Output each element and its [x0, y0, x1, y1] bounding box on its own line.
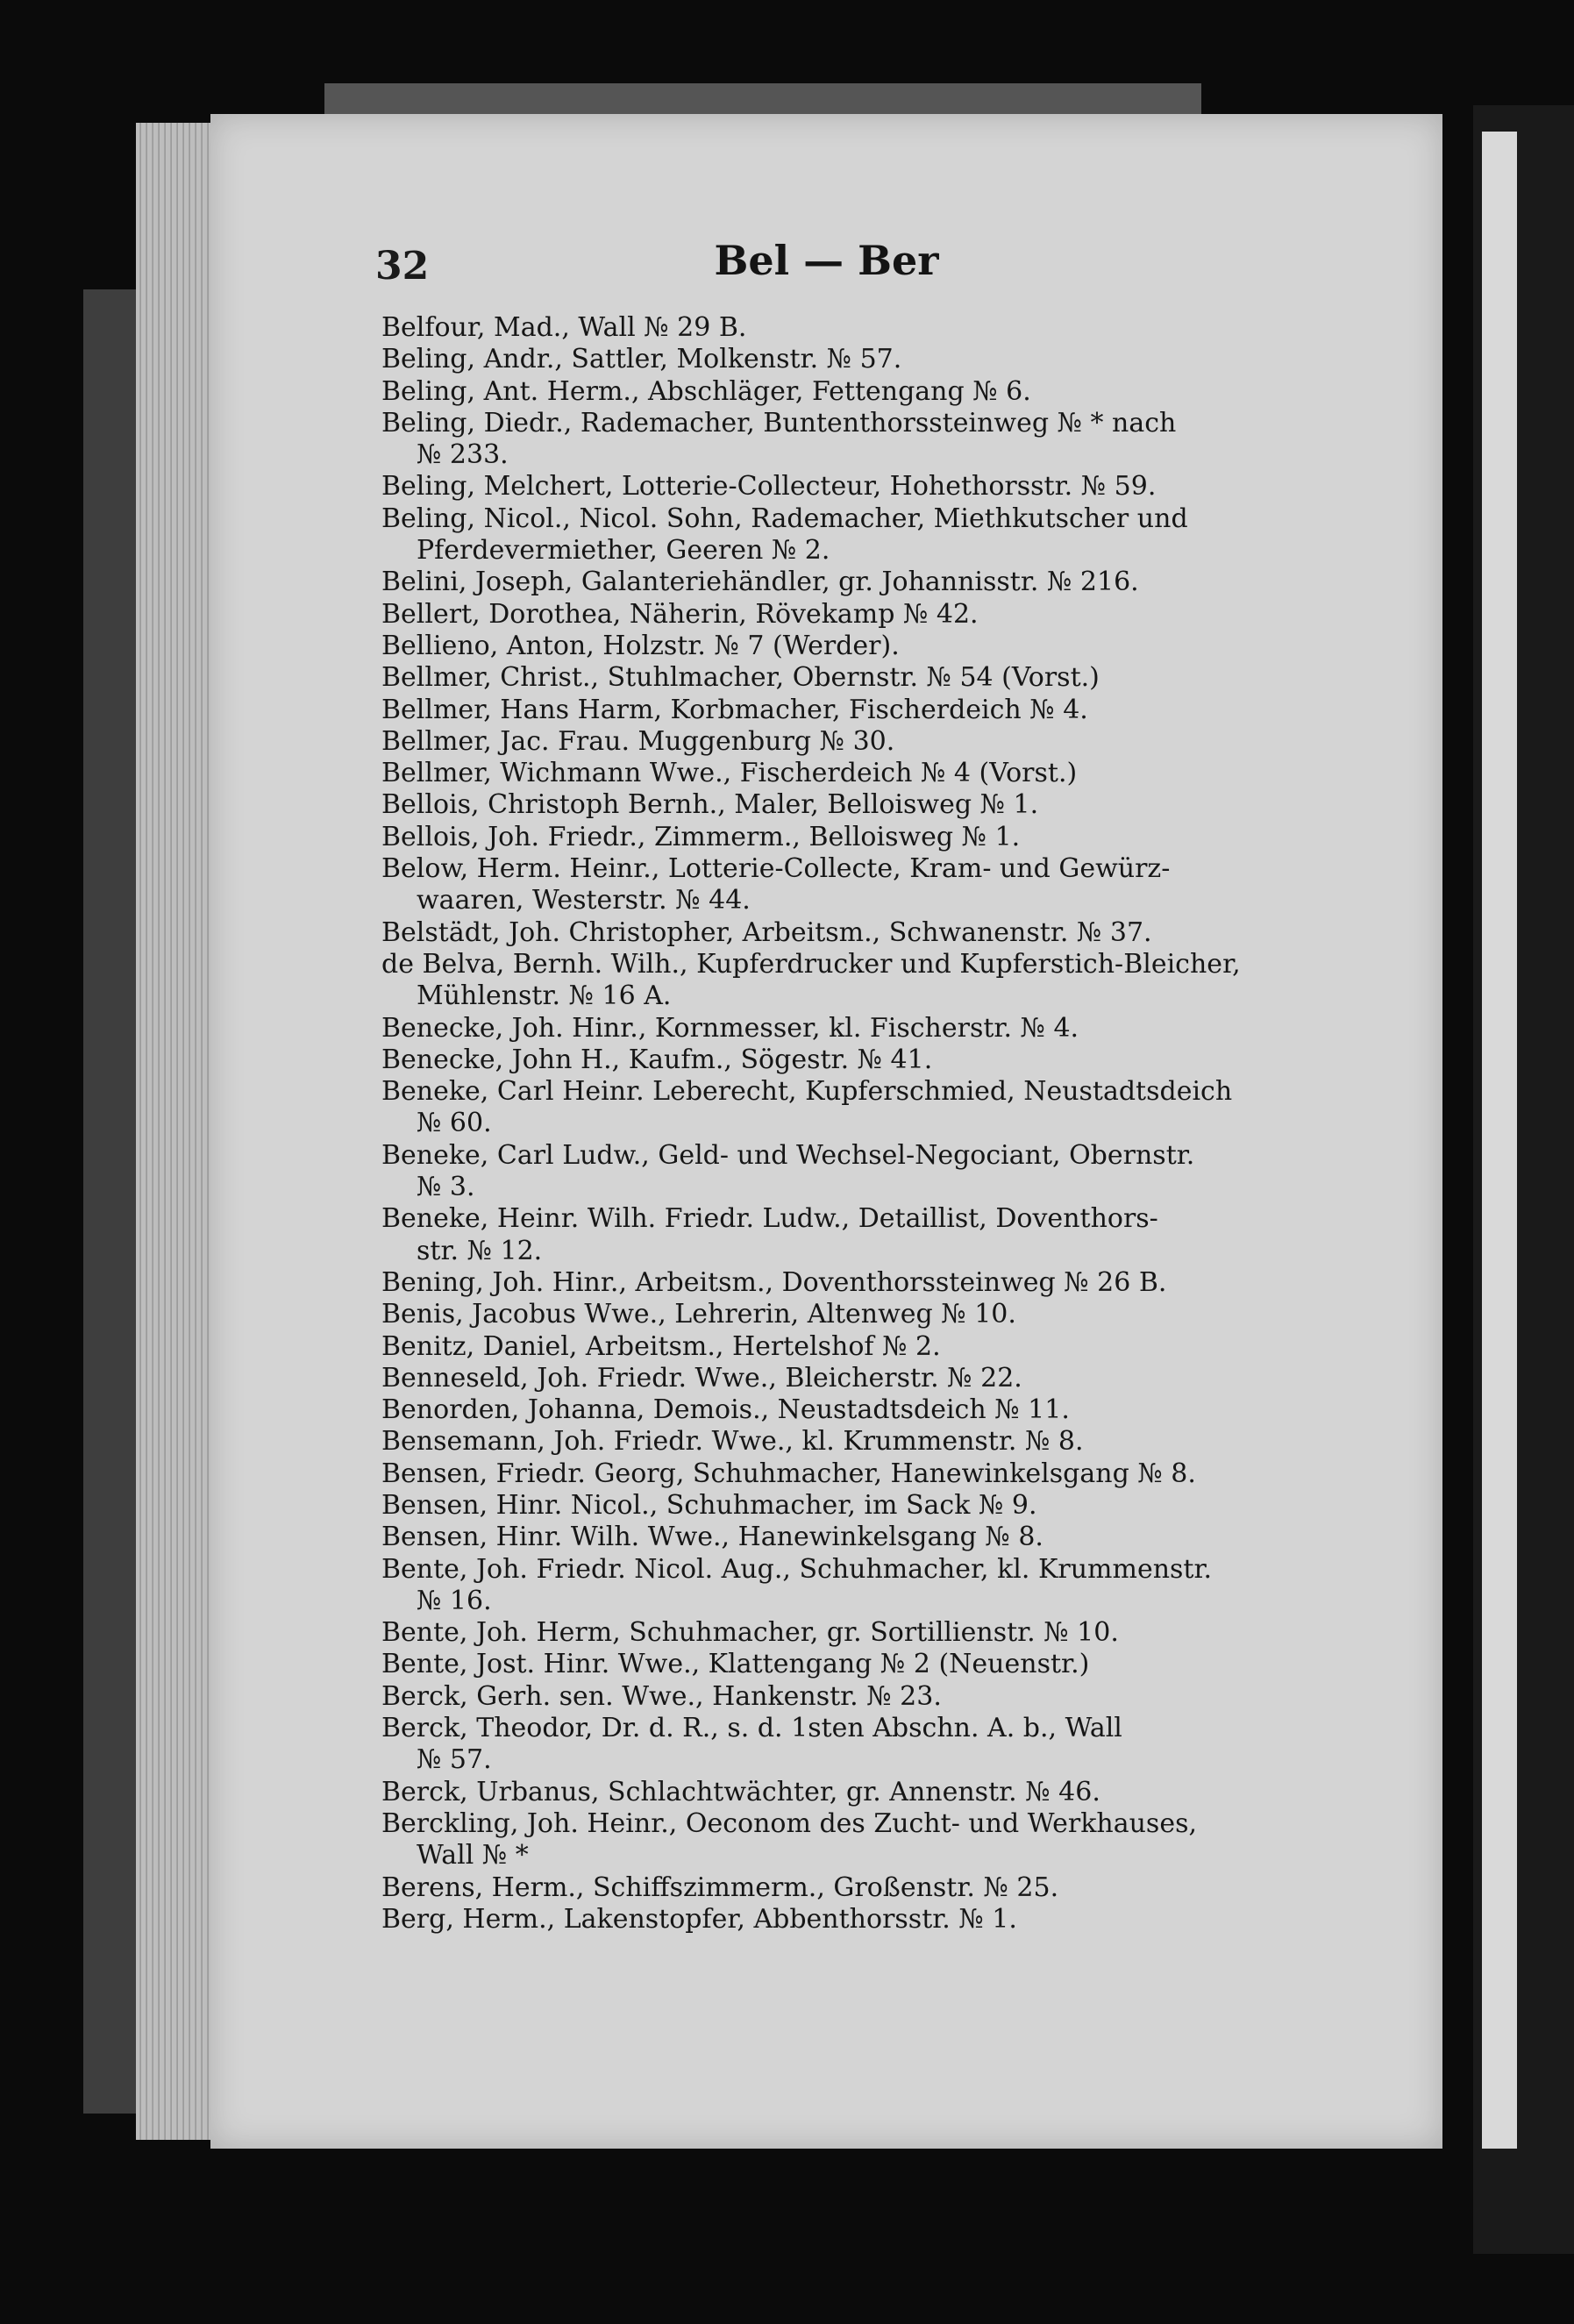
entry-line: Benitz, Daniel, Arbeitsm., Hertelshof № 2.: [381, 1330, 941, 1362]
entry-line: Beling, Nicol., Nicol. Sohn, Rademacher, Miethkutscher und: [381, 503, 1188, 534]
entry-line: Beling, Melchert, Lotterie-Collecteur, Hohethorsstr. № 59.: [381, 471, 1157, 503]
book-page: [210, 114, 1442, 2149]
entry-line: Belstädt, Joh. Christopher, Arbeitsm., Schwanenstr. № 37.: [381, 916, 1152, 948]
entry-continuation-line: № 16.: [417, 1585, 492, 1616]
entry-line: Bellmer, Jac. Frau. Muggenburg № 30.: [381, 725, 895, 757]
entry-continuation-line: № 60.: [417, 1108, 492, 1139]
entry-line: Berckling, Joh. Heinr., Oeconom des Zucht- und Werkhauses,: [381, 1807, 1198, 1839]
entry-line: Bente, Joh. Herm, Schuhmacher, gr. Sortillienstr. № 10.: [381, 1617, 1119, 1649]
entry-line: Bening, Joh. Hinr., Arbeitsm., Doventhorssteinweg № 26 B.: [381, 1266, 1167, 1298]
entry-line: Bellois, Christoph Bernh., Maler, Belloisweg № 1.: [381, 789, 1039, 821]
entry-line: Beling, Diedr., Rademacher, Buntenthorssteinweg № * nach: [381, 407, 1177, 438]
entry-line: Bensen, Hinr. Wilh. Wwe., Hanewinkelsgang № 8.: [381, 1522, 1043, 1553]
entry-line: de Belva, Bernh. Wilh., Kupferdrucker und Kupferstich-Bleicher,: [381, 948, 1241, 980]
entry-continuation-line: № 233.: [417, 439, 509, 471]
entry-line: Beneke, Heinr. Wilh. Friedr. Ludw., Detaillist, Doventhors-: [381, 1203, 1158, 1235]
entry-line: Belfour, Mad., Wall № 29 B.: [381, 312, 747, 343]
entry-line: Berck, Theodor, Dr. d. R., s. d. 1sten Abschn. A. b., Wall: [381, 1713, 1122, 1744]
entry-line: Bellois, Joh. Friedr., Zimmerm., Belloisweg № 1.: [381, 821, 1021, 852]
entry-continuation-line: № 57.: [417, 1744, 492, 1776]
entry-line: Bellmer, Hans Harm, Korbmacher, Fischerdeich № 4.: [381, 694, 1088, 725]
entry-line: Beneke, Carl Heinr. Leberecht, Kupferschmied, Neustadtsdeich: [381, 1076, 1233, 1108]
entry-line: Bensen, Hinr. Nicol., Schuhmacher, im Sack № 9.: [381, 1489, 1037, 1521]
entry-continuation-line: Wall № *: [417, 1840, 529, 1871]
entry-continuation-line: № 3.: [417, 1172, 475, 1203]
directory-entries: [381, 312, 1394, 1935]
entry-continuation-line: Pferdevermiether, Geeren № 2.: [417, 535, 830, 567]
page-number: 32: [375, 244, 430, 289]
entry-line: Berg, Herm., Lakenstopfer, Abbenthorsstr. № 1.: [381, 1903, 1017, 1935]
entry-line: Benecke, John H., Kaufm., Sögestr. № 41.: [381, 1044, 933, 1075]
entry-line: Berck, Gerh. sen. Wwe., Hankenstr. № 23.: [381, 1680, 942, 1712]
entry-line: Bensen, Friedr. Georg, Schuhmacher, Hanewinkelsgang № 8.: [381, 1458, 1196, 1489]
entry-line: Bente, Joh. Friedr. Nicol. Aug., Schuhmacher, kl. Krummenstr.: [381, 1553, 1213, 1585]
entry-line: Berens, Herm., Schiffszimmerm., Großenstr. № 25.: [381, 1871, 1059, 1903]
entry-line: Benorden, Johanna, Demois., Neustadtsdeich № 11.: [381, 1394, 1070, 1426]
entry-line: Beling, Ant. Herm., Abschläger, Fettengang № 6.: [381, 375, 1031, 407]
entry-line: Benis, Jacobus Wwe., Lehrerin, Altenweg № 10.: [381, 1299, 1016, 1330]
entry-line: Bellmer, Wichmann Wwe., Fischerdeich № 4 (Vorst.): [381, 758, 1078, 789]
entry-line: Bensemann, Joh. Friedr. Wwe., kl. Krummenstr. № 8.: [381, 1426, 1084, 1458]
entry-continuation-line: Mühlenstr. № 16 A.: [417, 980, 672, 1012]
entry-line: Bellieno, Anton, Holzstr. № 7 (Werder).: [381, 630, 900, 661]
entry-line: Beling, Andr., Sattler, Molkenstr. № 57.: [381, 344, 902, 375]
entry-continuation-line: waaren, Westerstr. № 44.: [417, 885, 751, 916]
running-header: Bel — Ber: [714, 237, 939, 284]
entry-line: Benneseld, Joh. Friedr. Wwe., Bleicherstr. № 22.: [381, 1362, 1022, 1394]
entry-line: Berck, Urbanus, Schlachtwächter, gr. Annenstr. № 46.: [381, 1776, 1100, 1807]
entry-line: Bente, Jost. Hinr. Wwe., Klattengang № 2 (Neuenstr.): [381, 1649, 1090, 1680]
entry-continuation-line: str. № 12.: [417, 1235, 543, 1266]
entry-line: Below, Herm. Heinr., Lotterie-Collecte, Kram- und Gewürz-: [381, 853, 1171, 885]
entry-line: Belini, Joseph, Galanteriehändler, gr. Johannisstr. № 216.: [381, 567, 1139, 598]
entry-line: Bellmer, Christ., Stuhlmacher, Obernstr. № 54 (Vorst.): [381, 662, 1100, 694]
entry-line: Benecke, Joh. Hinr., Kornmesser, kl. Fischerstr. № 4.: [381, 1012, 1079, 1044]
facing-page-edge: [1482, 132, 1517, 2149]
entry-line: Bellert, Dorothea, Näherin, Rövekamp № 42.: [381, 598, 979, 630]
entry-line: Beneke, Carl Ludw., Geld- und Wechsel-Negociant, Obernstr.: [381, 1139, 1195, 1171]
